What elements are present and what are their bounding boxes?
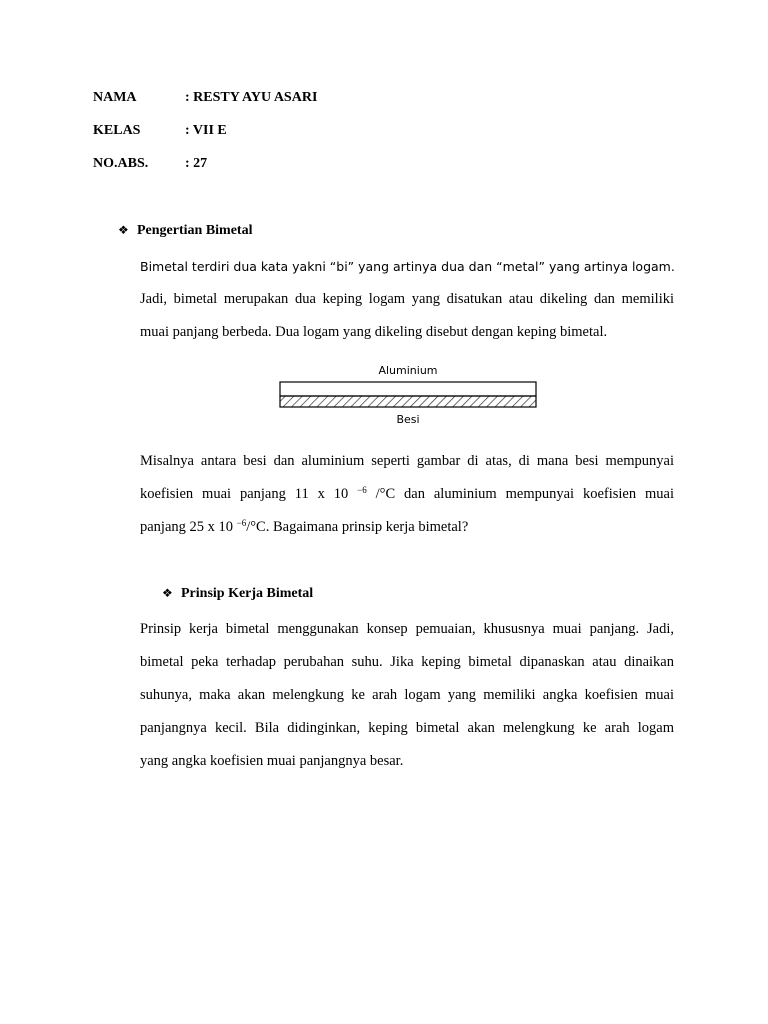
paragraph-line: Bimetal terdiri dua kata yakni “bi” yang artinya dua dan “metal” yang artinya logam. <box>140 259 675 274</box>
text-span: koefisien muai panjang 11 x 10 <box>140 486 349 502</box>
paragraph-line: panjangnya kecil. Bila didinginkan, keping bimetal akan melengkung ke arah logam <box>140 720 674 736</box>
paragraph-line-coefficient-aluminium <box>140 518 674 536</box>
identity-value: : RESTY AYU ASARI <box>185 90 318 105</box>
identity-label: KELAS <box>93 123 141 138</box>
paragraph-line: suhunya, maka akan melengkung ke arah logam yang memiliki angka koefisien muai <box>140 687 674 703</box>
text-span: panjang 25 x 10 <box>140 519 234 535</box>
identity-label: NAMA <box>93 90 137 105</box>
diamond-bullet-icon: ❖ <box>162 586 173 600</box>
aluminium-label: Aluminium <box>378 364 438 377</box>
exponent: −6 <box>357 485 367 495</box>
section-heading-text: Prinsip Kerja Bimetal <box>181 586 314 601</box>
identity-value: : VII E <box>185 123 227 138</box>
text-span: /°C dan aluminium mempunyai koefisien muai <box>375 486 674 502</box>
paragraph-line: yang angka koefisien muai panjangnya besar. <box>140 753 404 769</box>
bimetal-diagram <box>270 360 550 430</box>
identity-label: NO.ABS. <box>93 156 149 171</box>
paragraph-line: Jadi, bimetal merupakan dua keping logam yang disatukan atau dikeling dan memiliki <box>140 291 674 307</box>
section-heading-pengertian <box>118 222 252 239</box>
identity-value: : 27 <box>185 156 208 171</box>
paragraph-line: bimetal peka terhadap perubahan suhu. Jika keping bimetal dipanaskan atau dinaikan <box>140 654 674 670</box>
besi-label: Besi <box>396 413 420 426</box>
paragraph-line-coefficient-besi <box>140 485 674 503</box>
paragraph-line: muai panjang berbeda. Dua logam yang dikeling disebut dengan keping bimetal. <box>140 324 608 340</box>
section-heading-prinsip <box>162 585 313 602</box>
besi-strip <box>280 396 536 407</box>
exponent: −6 <box>236 518 247 528</box>
paragraph-line: Prinsip kerja bimetal menggunakan konsep pemuaian, khususnya muai panjang. Jadi, <box>140 621 674 637</box>
diamond-bullet-icon: ❖ <box>118 223 129 237</box>
text-span: /°C. Bagaimana prinsip kerja bimetal? <box>246 519 469 535</box>
paragraph-line: Misalnya antara besi dan aluminium seperti gambar di atas, di mana besi mempunyai <box>140 453 674 469</box>
aluminium-strip <box>280 382 536 396</box>
section-heading-text: Pengertian Bimetal <box>137 223 253 238</box>
